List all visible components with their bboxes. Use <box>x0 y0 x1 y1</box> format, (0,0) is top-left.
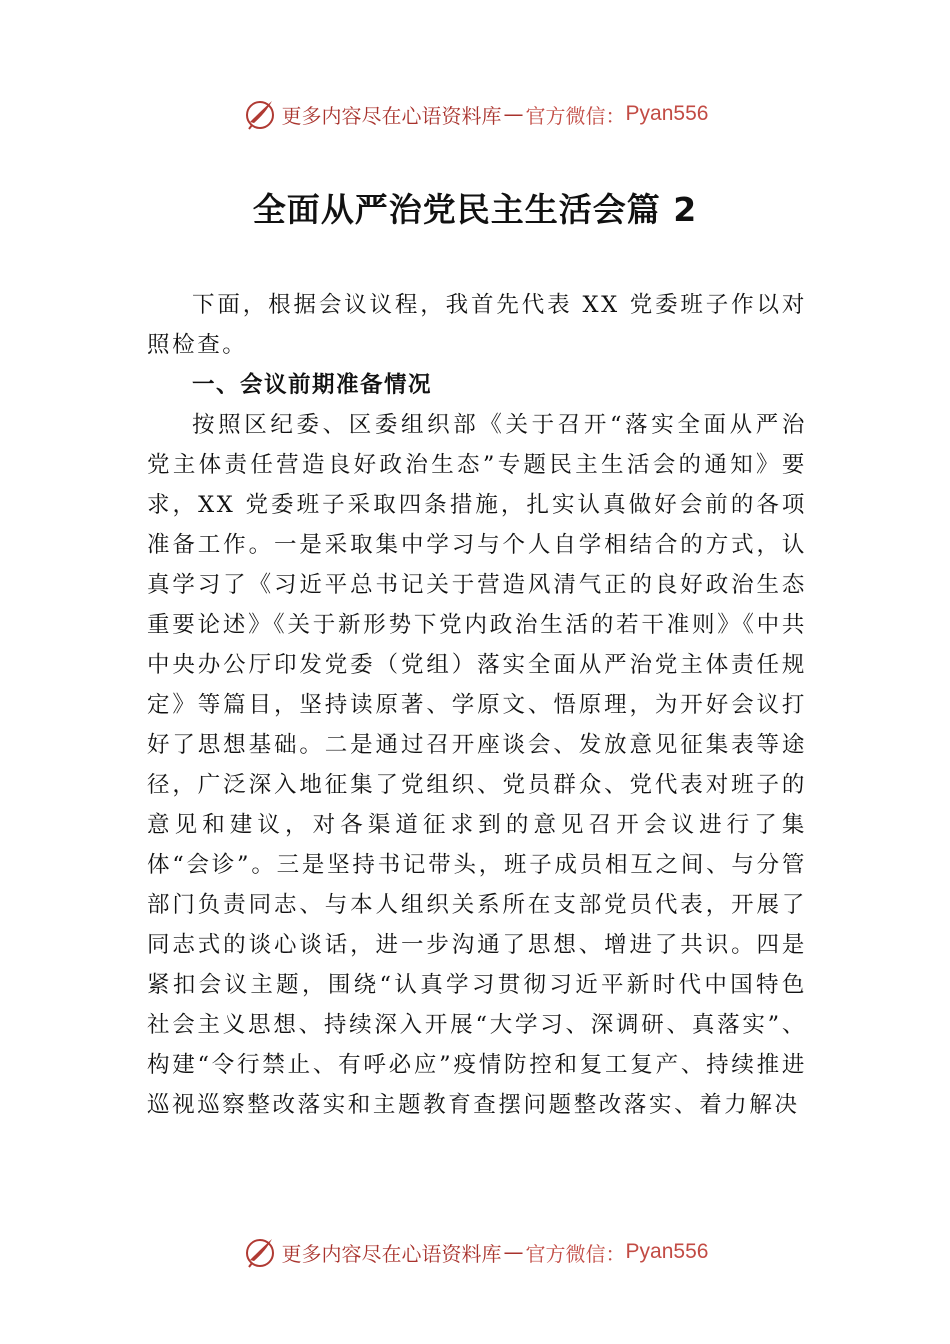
watermark-wechat-id: Pyan556 <box>625 102 709 125</box>
footer-watermark <box>0 1232 950 1272</box>
document-title: 全面从严治党民主生活会篇 2 <box>252 190 698 229</box>
section-paragraph: 按照区纪委、区委组织部《关于召开“落实全面从严治党主体责任营造良好政治生态”专题民主生活会的通知》要求，XX 党委班子采取四条措施，扎实认真做好会前的各项准备工作。一是采取集中学习与个人自学相结合的方式，认真学习了《习近平总书记关于营造风清气正的良好政治生态重要论述》《关于新形势下党内政治生活的若干准则》《中共中央办公厅印发党委（党组）落实全面从严治党主体责任规定》等篇目，坚持读原著、学原文、悟原理，为开好会议打好了思想基础。二是通过召开座谈会、发放意见征集表等途径，广泛深入地征集了党组织、党员群众、党代表对班子的意见和建议，对各渠道征求到的意见召开会议进行了集体“会诊”。三是坚持书记带头，班子成员相互之间、与分管部门负责同志、与本人组织关系所在支部党员代表，开展了同志式的谈心谈话，进一步沟通了思想、增进了共识。四是紧扣会议主题，围绕“认真学习贯彻习近平新时代中国特色社会主义思想、持续深入开展“大学习、深调研、真落实”、构建“令行禁止、有呼必应”疫情防控和复工复产、持续推进 巡视巡察整改落实和主题教育查摆问题整改落实、着力解决 <box>147 412 807 1118</box>
quill-pen-logo-icon <box>242 96 278 132</box>
watermark-wechat-label: 官方微信： <box>525 103 626 128</box>
watermark-site-text: 更多内容尽在心语资料库 <box>281 103 502 128</box>
header-watermark <box>0 94 950 134</box>
quill-pen-logo-icon <box>242 1234 278 1270</box>
intro-paragraph: 下面，根据会议议程，我首先代表 XX 党委班子作以对照检查。 <box>147 292 807 358</box>
watermark-separator: — <box>503 1240 524 1264</box>
watermark-separator: — <box>503 102 524 126</box>
watermark-wechat-id: Pyan556 <box>625 1240 709 1263</box>
watermark-site-text: 更多内容尽在心语资料库 <box>281 1241 502 1266</box>
watermark-wechat-label: 官方微信： <box>525 1241 626 1266</box>
section-heading: 一、会议前期准备情况 <box>192 372 433 398</box>
document-body <box>147 285 807 1125</box>
